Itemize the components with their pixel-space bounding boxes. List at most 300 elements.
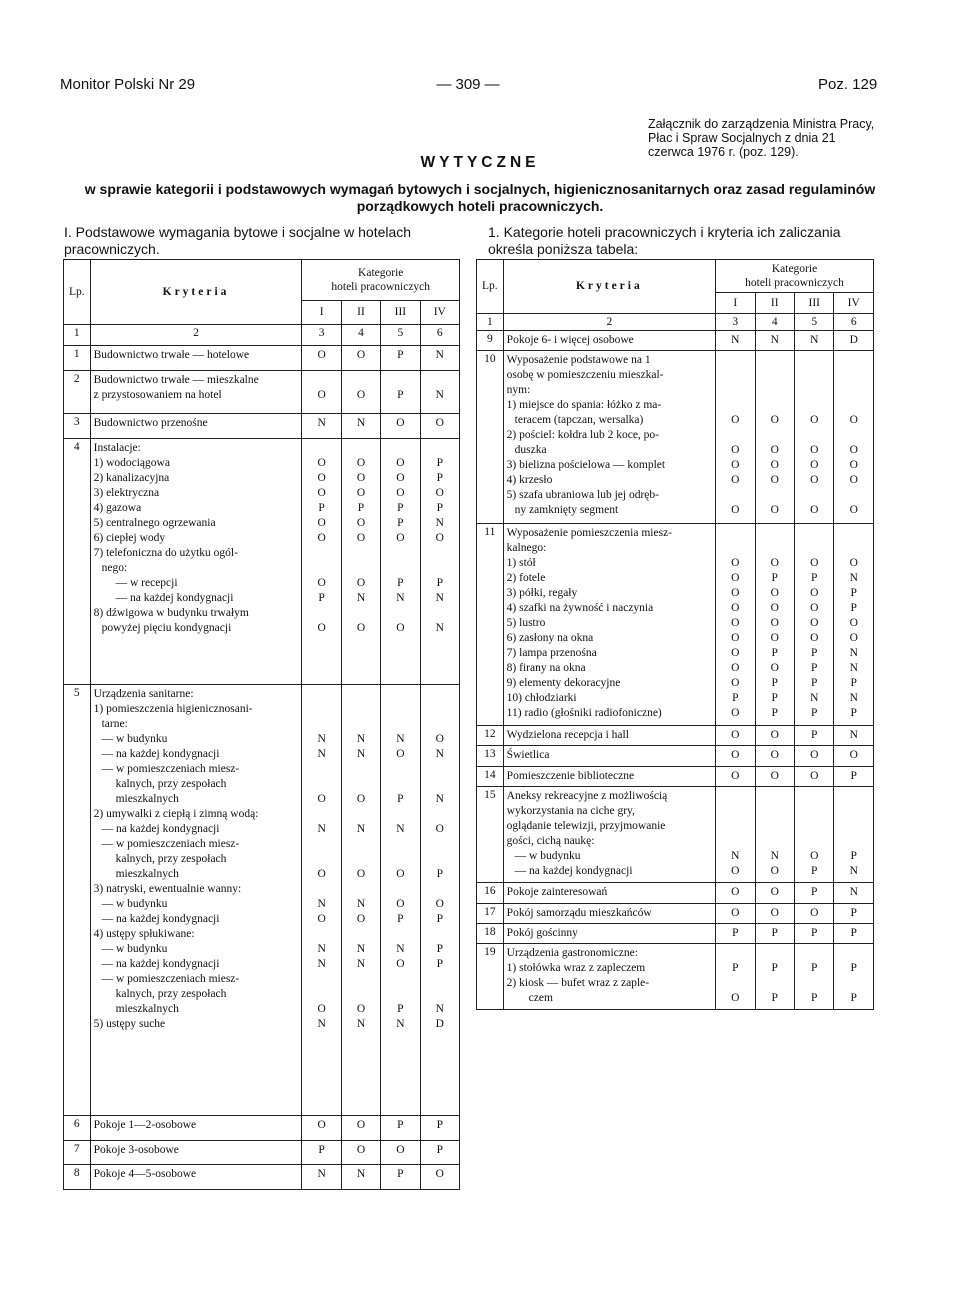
criterion-line: mieszkalnych	[115, 792, 179, 805]
category-value: N	[435, 621, 444, 634]
category-value: N	[435, 349, 444, 362]
category-value	[345, 837, 377, 852]
category-value	[719, 976, 751, 991]
categories-header-line2: hoteli pracowniczych	[745, 277, 844, 290]
category-value	[798, 526, 830, 541]
category-value: N	[396, 591, 405, 604]
category-value	[759, 398, 791, 413]
category-value: P	[397, 1119, 404, 1132]
category-value-cell	[755, 883, 794, 903]
category-value: O	[849, 474, 858, 487]
category-value: O	[849, 749, 858, 762]
category-value: N	[317, 897, 326, 910]
category-value: P	[771, 676, 778, 689]
category-value	[384, 687, 416, 702]
category-value: P	[811, 706, 818, 719]
category-value: P	[318, 591, 325, 604]
categories-header-line1: Kategorie	[771, 263, 818, 276]
category-value: N	[435, 388, 444, 401]
category-value: P	[850, 850, 857, 862]
category-value	[759, 368, 791, 383]
criterion-line: Pokój gościnny	[506, 926, 578, 939]
category-value-cell	[755, 726, 794, 746]
category-value	[345, 927, 377, 942]
category-value	[759, 804, 791, 819]
criterion-line: — na każdej kondygnacji	[101, 747, 220, 760]
category-value	[384, 717, 416, 732]
criterion-line: kalnych, przy zespołach	[115, 987, 227, 1000]
category-value: O	[435, 1168, 444, 1181]
category-value	[719, 383, 751, 398]
criterion-line: 3) bielizna pościelowa — komplet	[506, 459, 666, 472]
criteria-header: Kryteria	[503, 260, 715, 314]
row-number: 2	[64, 370, 91, 413]
table-row	[477, 766, 874, 786]
category-value: P	[436, 501, 443, 514]
category-value: O	[770, 865, 779, 877]
category-value	[384, 882, 416, 897]
criterion-line: — w budynku	[101, 732, 168, 745]
criterion-line: Pokoje 3-osobowe	[93, 1143, 179, 1156]
criterion-line: 2) umywalki z ciepłą i zimną wodą:	[93, 807, 259, 820]
category-value: O	[849, 414, 858, 427]
column-number: 2	[503, 313, 715, 330]
category-value	[424, 777, 456, 792]
category-value: N	[317, 732, 326, 745]
category-value	[837, 353, 870, 368]
category-value: D	[435, 1017, 444, 1030]
journal-title: Monitor Polski Nr 29	[60, 76, 196, 93]
category-i: I	[716, 293, 755, 313]
criterion-line: 10) chłodziarki	[506, 691, 577, 704]
category-value	[759, 526, 791, 541]
category-value: N	[435, 1002, 444, 1015]
category-value: O	[810, 749, 819, 762]
criterion-line: 2) pościel: kołdra lub 2 koce, po-	[506, 429, 660, 442]
category-value	[798, 428, 830, 443]
category-value	[719, 541, 751, 556]
row-number: 1	[64, 346, 91, 371]
categories-header	[716, 260, 874, 293]
table-row	[64, 346, 460, 371]
row-number: 19	[477, 944, 504, 1010]
table-row	[477, 944, 874, 1010]
category-value	[798, 819, 830, 834]
category-value-cell	[302, 370, 341, 413]
category-value: O	[317, 1119, 326, 1132]
category-value: O	[849, 556, 858, 569]
category-value: N	[849, 571, 858, 584]
category-value	[837, 976, 870, 991]
criterion-cell	[503, 726, 715, 746]
category-value: P	[811, 661, 818, 674]
criterion-line: Budownictwo trwałe — mieszkalne	[93, 373, 259, 386]
category-value	[345, 882, 377, 897]
category-value: O	[317, 867, 326, 880]
criteria-table-right	[476, 259, 874, 1010]
category-value: O	[435, 531, 444, 544]
criterion-line: 1) stołówka wraz z zapleczem	[506, 962, 646, 975]
category-value: O	[731, 616, 740, 629]
category-value: N	[435, 792, 444, 805]
category-value-cell	[341, 413, 380, 438]
criterion-line: Pokój samorządu mieszkańców	[506, 906, 652, 919]
category-value: N	[396, 1017, 405, 1030]
category-value	[384, 837, 416, 852]
category-value-cell	[716, 351, 755, 523]
category-value-cell	[341, 684, 380, 1115]
category-value-cell	[716, 903, 755, 923]
criterion-line: kalnego:	[506, 541, 547, 554]
category-value-cell	[302, 1140, 341, 1165]
category-value: P	[850, 992, 857, 1005]
category-value: N	[849, 646, 858, 659]
category-value	[798, 383, 830, 398]
category-value-cell	[795, 944, 834, 1010]
category-value: P	[436, 912, 443, 925]
category-value: D	[849, 333, 858, 346]
criterion-line: nego:	[101, 561, 128, 574]
category-value-cell	[420, 1140, 459, 1165]
category-value	[345, 852, 377, 867]
category-value-cell	[420, 346, 459, 371]
table-row	[64, 1140, 460, 1165]
category-value	[424, 561, 456, 576]
category-value-cell	[302, 1116, 341, 1141]
criterion-line: 5) lustro	[506, 616, 546, 629]
category-value: O	[731, 646, 740, 659]
criterion-cell	[90, 684, 302, 1115]
criterion-line: — w pomieszczeniach miesz-	[101, 972, 240, 985]
category-value	[719, 834, 751, 849]
category-value	[759, 488, 791, 503]
category-value: O	[810, 414, 819, 427]
category-value: O	[731, 749, 740, 762]
category-value-cell	[420, 413, 459, 438]
category-value: P	[436, 942, 443, 955]
category-value	[345, 972, 377, 987]
criterion-line: z przystosowaniem na hotel	[93, 388, 222, 401]
column-number: 6	[834, 313, 874, 330]
criterion-cell	[503, 746, 715, 766]
category-value-cell	[795, 523, 834, 726]
category-value: P	[771, 962, 778, 975]
criterion-line: mieszkalnych	[115, 1002, 179, 1015]
category-value: O	[356, 471, 366, 484]
row-number: 13	[477, 746, 504, 766]
row-number: 14	[477, 766, 504, 786]
category-value	[719, 398, 751, 413]
category-value-cell	[795, 883, 834, 903]
category-value	[759, 819, 791, 834]
criterion-line: — w budynku	[101, 897, 168, 910]
criterion-cell	[503, 923, 715, 943]
category-value: O	[770, 601, 779, 614]
criterion-line: — na każdej kondygnacji	[101, 912, 220, 925]
category-value: O	[810, 556, 819, 569]
category-value: O	[396, 867, 405, 880]
category-value: O	[317, 486, 326, 499]
category-value-cell	[834, 351, 874, 523]
column-number: 5	[795, 313, 834, 330]
category-value	[345, 702, 377, 717]
criterion-line: 3) natryski, ewentualnie wanny:	[93, 882, 242, 895]
category-value: O	[317, 349, 326, 362]
category-value	[837, 398, 870, 413]
category-value-cell	[755, 746, 794, 766]
category-value: P	[397, 501, 404, 514]
category-value-cell	[341, 1116, 380, 1141]
column-number: 3	[302, 325, 341, 346]
category-value-cell	[381, 1140, 420, 1165]
category-value	[384, 972, 416, 987]
category-value: O	[317, 1002, 326, 1015]
category-value	[424, 927, 456, 942]
category-value	[305, 987, 337, 1002]
category-value: N	[317, 1168, 326, 1181]
criterion-cell	[503, 766, 715, 786]
category-value: O	[396, 957, 405, 970]
category-value-cell	[420, 1165, 459, 1190]
category-value-cell	[381, 413, 420, 438]
row-number: 10	[477, 351, 504, 523]
category-value	[837, 541, 870, 556]
criterion-cell	[90, 1165, 302, 1190]
table-row	[477, 903, 874, 923]
category-value: P	[811, 676, 818, 689]
category-value: P	[850, 706, 857, 719]
category-value-cell	[341, 438, 380, 684]
category-value: P	[397, 388, 404, 401]
criterion-line: duszka	[514, 444, 547, 457]
criterion-cell	[90, 413, 302, 438]
category-value: P	[397, 349, 404, 362]
criterion-line: 4) krzesło	[506, 474, 553, 487]
criterion-line: 2) fotele	[506, 571, 546, 584]
category-value: P	[811, 886, 818, 899]
categories-header	[302, 260, 460, 301]
category-value	[424, 717, 456, 732]
category-value-cell	[381, 438, 420, 684]
category-value	[798, 976, 830, 991]
category-value: P	[850, 601, 857, 614]
category-value: O	[396, 486, 405, 499]
criterion-line: 5) centralnego ogrzewania	[93, 516, 216, 529]
criterion-line: Pokoje 6- i więcej osobowe	[506, 333, 634, 346]
criterion-line: Pokoje zainteresowań	[506, 886, 608, 899]
criterion-line: ny zamknięty segment	[514, 504, 619, 517]
table-body	[477, 330, 874, 1009]
category-value: O	[356, 1002, 366, 1015]
category-value-cell	[302, 438, 341, 684]
category-value-cell	[341, 346, 380, 371]
table-row	[477, 883, 874, 903]
category-value	[837, 383, 870, 398]
criterion-line: powyżej pięciu kondygnacji	[101, 621, 232, 634]
criterion-line: 7) lampa przenośna	[506, 646, 597, 659]
category-value	[384, 546, 416, 561]
category-value: N	[770, 850, 779, 862]
category-value	[345, 441, 377, 456]
category-value-cell	[795, 726, 834, 746]
category-value	[305, 606, 337, 621]
category-value	[305, 561, 337, 576]
criterion-line: 3) półki, regały	[506, 586, 578, 599]
category-value: O	[810, 769, 819, 782]
category-value: O	[731, 865, 740, 877]
category-value-cell	[716, 746, 755, 766]
category-value: O	[770, 586, 779, 599]
criterion-cell	[503, 523, 715, 726]
category-iv: IV	[420, 300, 459, 325]
category-value	[424, 987, 456, 1002]
category-value	[837, 804, 870, 819]
category-value: N	[356, 416, 366, 429]
category-value: N	[435, 591, 444, 604]
table-row	[477, 923, 874, 943]
category-value: O	[770, 616, 779, 629]
category-value: O	[770, 414, 779, 427]
category-value: O	[356, 349, 366, 362]
category-value: P	[811, 926, 818, 939]
column-number: 3	[716, 313, 755, 330]
category-value: P	[811, 729, 818, 742]
criterion-line: Budownictwo trwałe — hotelowe	[93, 349, 250, 362]
criterion-line: 6) zasłony na okna	[506, 631, 594, 644]
category-value: P	[732, 926, 739, 939]
category-value	[305, 972, 337, 987]
category-value-cell	[716, 883, 755, 903]
column-number: 4	[341, 325, 380, 346]
category-value	[345, 546, 377, 561]
category-value: O	[356, 912, 366, 925]
category-value: P	[436, 456, 443, 469]
category-value-cell	[381, 370, 420, 413]
category-value: O	[435, 732, 444, 745]
category-value: P	[811, 571, 818, 584]
category-value-cell	[755, 787, 794, 883]
criterion-line: 1) miejsce do spania: łóżko z ma-	[506, 399, 662, 412]
category-value: P	[771, 926, 778, 939]
annex-note: Załącznik do zarządzenia Ministra Pracy, Płac i Spraw Socjalnych z dnia 21 czerwca 1976 r. (poz. 129).	[648, 117, 875, 159]
row-number: 18	[477, 923, 504, 943]
category-value-cell	[755, 923, 794, 943]
category-value-cell	[755, 944, 794, 1010]
category-value	[384, 606, 416, 621]
criteria-table-left	[63, 259, 460, 1190]
category-value	[798, 488, 830, 503]
category-value-cell	[420, 684, 459, 1115]
category-value	[759, 383, 791, 398]
criterion-line: Pokoje 4—5-osobowe	[93, 1168, 197, 1181]
category-value: O	[770, 769, 779, 782]
category-value: N	[356, 1168, 366, 1181]
table-body	[64, 346, 460, 1190]
category-value: O	[731, 706, 740, 719]
category-value-cell	[795, 766, 834, 786]
category-value: N	[317, 416, 326, 429]
category-value: O	[317, 912, 326, 925]
category-value	[719, 428, 751, 443]
category-value: P	[436, 957, 443, 970]
category-value: O	[810, 906, 819, 919]
category-value: P	[732, 691, 739, 704]
category-value	[798, 353, 830, 368]
category-value	[424, 882, 456, 897]
category-value	[305, 717, 337, 732]
table-row	[477, 351, 874, 523]
category-value	[384, 702, 416, 717]
category-value	[798, 398, 830, 413]
category-value	[837, 834, 870, 849]
category-value-cell	[716, 330, 755, 350]
category-value	[424, 606, 456, 621]
category-value	[424, 762, 456, 777]
category-value-cell	[716, 523, 755, 726]
table-row	[477, 746, 874, 766]
category-value: O	[317, 456, 326, 469]
row-number: 16	[477, 883, 504, 903]
category-value: O	[731, 414, 740, 427]
category-value: O	[356, 576, 366, 589]
document-title: WYTYCZNE	[420, 154, 540, 171]
criterion-line: Instalacje:	[93, 441, 141, 454]
category-value: O	[849, 459, 858, 472]
criterion-line: czem	[528, 992, 553, 1005]
row-number: 8	[64, 1165, 91, 1190]
page-number: — 309 —	[436, 76, 500, 93]
category-value	[384, 927, 416, 942]
category-value: O	[731, 586, 740, 599]
category-iv: IV	[834, 293, 874, 313]
category-value-cell	[420, 370, 459, 413]
category-value: O	[770, 444, 779, 457]
criterion-line: 2) kiosk — bufet wraz z zaple-	[506, 977, 650, 990]
category-value	[759, 789, 791, 804]
category-value-cell	[755, 766, 794, 786]
category-value: P	[318, 1143, 325, 1156]
category-value: O	[356, 867, 366, 880]
category-value	[798, 946, 830, 961]
category-value: P	[397, 1168, 404, 1181]
table-row	[477, 523, 874, 726]
criterion-line: kalnych, przy zespołach	[115, 852, 227, 865]
category-value	[305, 882, 337, 897]
category-value: N	[810, 333, 819, 346]
category-value: O	[317, 471, 326, 484]
category-value: O	[731, 556, 740, 569]
category-value: O	[317, 516, 326, 529]
category-value: P	[318, 501, 325, 514]
category-value: O	[317, 621, 326, 634]
category-value	[759, 834, 791, 849]
category-value	[305, 373, 337, 388]
criterion-line: Świetlica	[506, 749, 550, 762]
criterion-line: 1) stół	[506, 556, 536, 569]
category-value	[759, 976, 791, 991]
category-value: O	[731, 631, 740, 644]
criterion-cell	[503, 944, 715, 1010]
category-value: N	[810, 691, 819, 704]
category-value: P	[397, 576, 404, 589]
criterion-line: nym:	[506, 384, 531, 397]
category-value: O	[810, 586, 819, 599]
category-value: N	[317, 957, 326, 970]
category-value	[305, 441, 337, 456]
table-head	[64, 260, 460, 346]
category-value-cell	[755, 903, 794, 923]
category-value: O	[810, 616, 819, 629]
